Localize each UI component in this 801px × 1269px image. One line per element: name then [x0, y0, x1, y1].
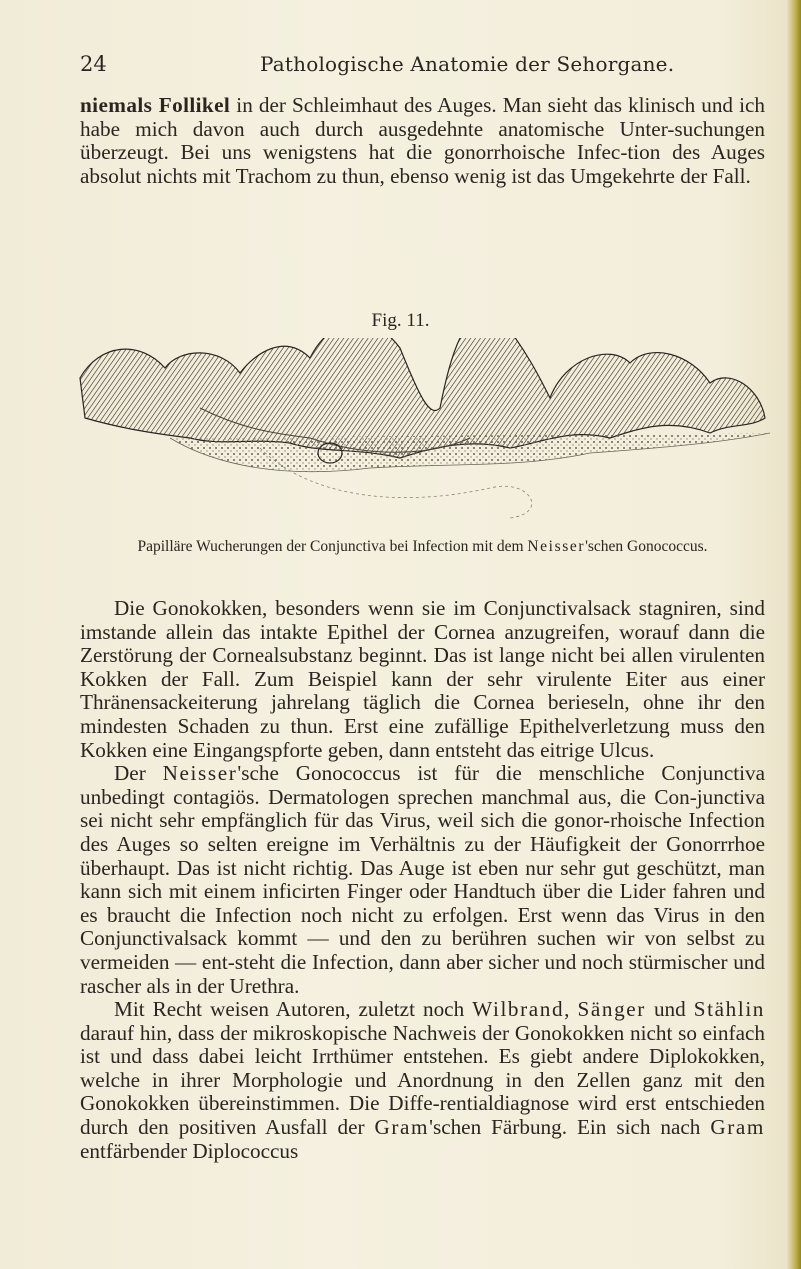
- paragraph-1: [80, 94, 765, 188]
- paragraph-3-text: 'sche Gonococcus ist für die menschliche Conjunctiva unbedingt contagiös. Dermatologen sprechen manchmal aus, die Con-junctiva sei nicht sehr empfänglich für das Virus, weil sich die gonor-rhoische Infection des Auges so selten ereigne im Verhältnis zu der Häufigkeit der Gonorrrhoe überhaupt. Das ist nicht richtig. Das Auge ist eben nur sehr gut geschützt, man kann sich mit einem inficirten Finger oder Handtuch über die Lider fahren und es braucht die Infection noch nicht zu erfolgen. Erst wenn das Virus in den Conjunctivalsack kommt — und den zu berühren suchen wir von selbst zu vermeiden — ent-steht die Infection, dann aber sicher und noch stürmischer und rascher als in der Urethra.: [80, 761, 766, 998]
- paragraph-4-mid: darauf hin, dass der mikroskopische Nachweis der Gonokokken nicht so einfach ist und dass dabei leicht Irrthümer entstehen. Es giebt andere Diplokokken, welche in ihrer Morphologie und Anordnung in den Zellen ganz mit den Gonokokken übereinstimmen. Die Diffe-rentialdiagnose wird erst entschieden durch den positiven Ausfall der: [80, 1020, 765, 1140]
- separator-1: ,: [564, 997, 578, 1022]
- page-edge: [787, 0, 801, 1269]
- caption-text-2: 'schen Gonococcus.: [585, 538, 708, 555]
- paragraph-3-name: Neisser: [162, 761, 238, 786]
- author-saenger: Sänger: [577, 997, 646, 1022]
- paragraph-4: [80, 998, 765, 1163]
- paragraph-3-lead: Der: [114, 761, 163, 786]
- paragraph-1-text: in der Schleimhaut des Auges. Man sieht das klinisch und ich habe mich davon auch durch ausgedehnte anatomische Unter-suchungen überzeugt. Bei uns wenigstens hat die gonorrhoische Infec-tion des Auges absolut nichts mit Trachom zu thun, ebenso wenig ist das Umgekehrte der Fall.: [80, 93, 766, 188]
- running-title: Pathologische Anatomie der Sehorgane.: [260, 52, 675, 76]
- caption-name: Neisser: [527, 538, 586, 555]
- paragraph-2: Die Gonokokken, besonders wenn sie im Conjunctivalsack stagniren, sind imstande allein das intakte Epithel der Cornea anzugreifen, worauf dann die Zerstörung der Cornealsubstanz beginnt. Das ist lange nicht bei allen virulenten Kokken der Fall. Zum Beispiel kann der sehr virulente Eiter aus einer Thränensackeiterung jahrelang täglich die Cornea berieseln, ohne ihr den mindesten Schaden zu thun. Erst eine zufällige Epithelverletzung muss den Kokken eine Eingangspforte geben, dann entsteht das eitrige Ulcus.: [80, 596, 765, 762]
- paragraph-4-mid2: 'schen Färbung. Ein sich nach: [429, 1115, 711, 1140]
- paragraph-3: [80, 762, 765, 998]
- papillary-tissue: [80, 338, 770, 518]
- author-wilbrand: Wilbrand: [472, 997, 565, 1022]
- figure-caption: [80, 537, 765, 556]
- page-number: 24: [80, 52, 107, 76]
- paragraph-1-lead: niemals Follikel: [80, 93, 231, 117]
- caption-text-1: Papilläre Wucherungen der Conjunctiva bei Infection mit dem: [137, 538, 528, 555]
- separator-2: und: [645, 997, 694, 1022]
- author-staehlin: Stählin: [693, 997, 766, 1022]
- page-header: [80, 52, 760, 82]
- author-gram-1: Gram: [374, 1115, 430, 1140]
- body-text: [80, 597, 765, 1163]
- figure-illustration: [70, 338, 770, 548]
- paragraph-4-end: entfärbender Diplococcus: [80, 1138, 299, 1163]
- author-gram-2: Gram: [710, 1115, 765, 1140]
- paragraph-4-lead: Mit Recht weisen Autoren, zuletzt noch: [114, 997, 473, 1022]
- figure-label: Fig. 11.: [371, 310, 430, 331]
